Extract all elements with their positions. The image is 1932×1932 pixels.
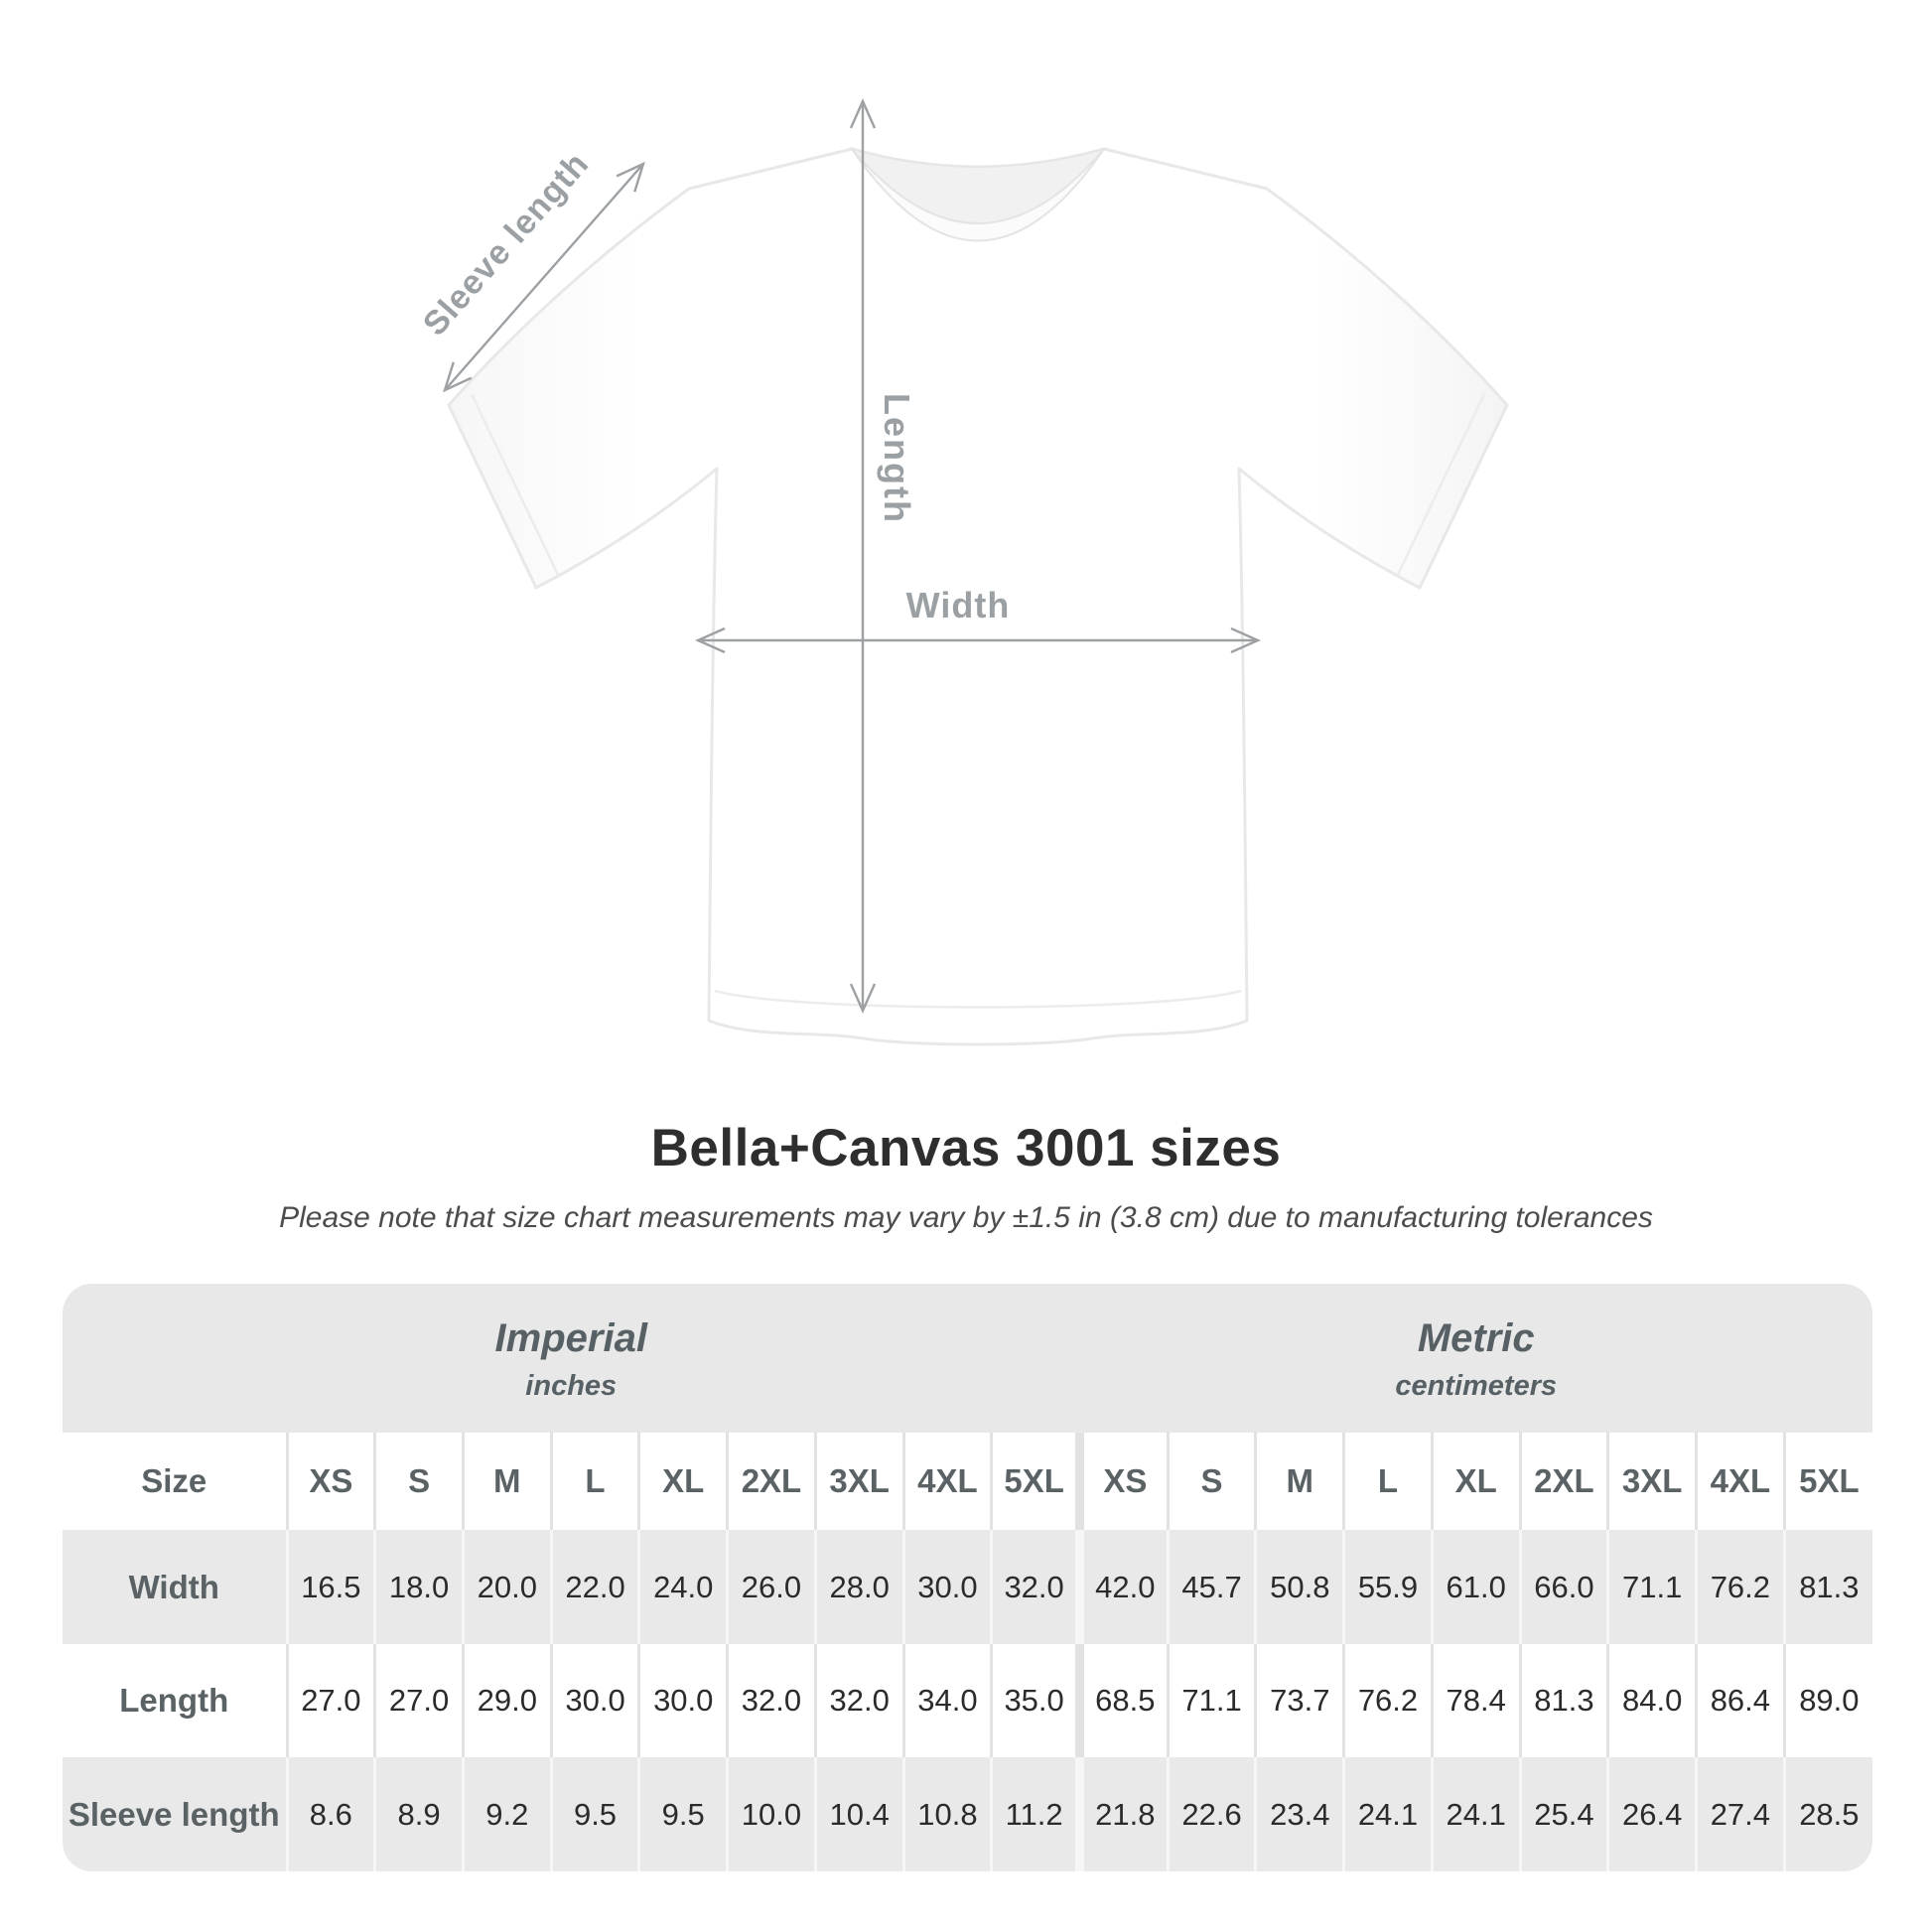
value-cell: 66.0 xyxy=(1520,1530,1608,1644)
value-cell: 29.0 xyxy=(463,1644,551,1757)
group-title-metric: Metric xyxy=(1417,1315,1535,1360)
size-header: 3XL xyxy=(1608,1433,1697,1530)
sleeve-length-label: Sleeve length xyxy=(415,144,597,344)
value-cell: 32.0 xyxy=(728,1644,816,1757)
size-header: S xyxy=(375,1433,464,1530)
value-cell: 16.5 xyxy=(287,1530,375,1644)
value-cell: 61.0 xyxy=(1432,1530,1520,1644)
size-header: M xyxy=(1256,1433,1344,1530)
value-cell: 27.0 xyxy=(287,1644,375,1757)
group-title-imperial: Imperial xyxy=(494,1315,647,1360)
size-header: 5XL xyxy=(992,1433,1080,1530)
value-cell: 21.8 xyxy=(1079,1757,1168,1871)
size-header: 4XL xyxy=(903,1433,992,1530)
value-cell: 68.5 xyxy=(1079,1644,1168,1757)
size-header: XS xyxy=(287,1433,375,1530)
value-cell: 34.0 xyxy=(903,1644,992,1757)
size-header: 2XL xyxy=(728,1433,816,1530)
value-cell: 32.0 xyxy=(815,1644,903,1757)
value-cell: 84.0 xyxy=(1608,1644,1697,1757)
group-header-imperial xyxy=(63,1284,1079,1433)
value-cell: 76.2 xyxy=(1697,1530,1785,1644)
value-cell: 30.0 xyxy=(551,1644,639,1757)
row-label: Length xyxy=(63,1644,287,1757)
table-row-width xyxy=(63,1530,1872,1644)
value-cell: 81.3 xyxy=(1784,1530,1872,1644)
value-cell: 9.2 xyxy=(463,1757,551,1871)
value-cell: 10.0 xyxy=(728,1757,816,1871)
size-header: XL xyxy=(1432,1433,1520,1530)
size-header: XL xyxy=(639,1433,728,1530)
value-cell: 27.4 xyxy=(1697,1757,1785,1871)
size-header: M xyxy=(463,1433,551,1530)
value-cell: 11.2 xyxy=(992,1757,1080,1871)
unit-group-row xyxy=(63,1284,1872,1433)
value-cell: 9.5 xyxy=(551,1757,639,1871)
value-cell: 81.3 xyxy=(1520,1644,1608,1757)
value-cell: 30.0 xyxy=(639,1644,728,1757)
size-header: 4XL xyxy=(1697,1433,1785,1530)
value-cell: 89.0 xyxy=(1784,1644,1872,1757)
value-cell: 24.1 xyxy=(1432,1757,1520,1871)
table-row-sleeve-length xyxy=(63,1757,1872,1871)
group-header-metric xyxy=(1079,1284,1872,1433)
value-cell: 20.0 xyxy=(463,1530,551,1644)
value-cell: 27.0 xyxy=(375,1644,464,1757)
value-cell: 24.1 xyxy=(1344,1757,1433,1871)
value-cell: 78.4 xyxy=(1432,1644,1520,1757)
value-cell: 32.0 xyxy=(992,1530,1080,1644)
value-cell: 50.8 xyxy=(1256,1530,1344,1644)
value-cell: 25.4 xyxy=(1520,1757,1608,1871)
size-header-row xyxy=(63,1433,1872,1530)
row-label: Sleeve length xyxy=(63,1757,287,1871)
value-cell: 26.4 xyxy=(1608,1757,1697,1871)
length-label: Length xyxy=(877,393,917,524)
value-cell: 30.0 xyxy=(903,1530,992,1644)
value-cell: 8.6 xyxy=(287,1757,375,1871)
size-chart xyxy=(63,1284,1872,1871)
size-header: XS xyxy=(1079,1433,1168,1530)
size-corner-header: Size xyxy=(63,1433,287,1530)
size-header: 2XL xyxy=(1520,1433,1608,1530)
value-cell: 42.0 xyxy=(1079,1530,1168,1644)
value-cell: 8.9 xyxy=(375,1757,464,1871)
group-subtitle-metric: centimeters xyxy=(1395,1369,1558,1402)
value-cell: 28.5 xyxy=(1784,1757,1872,1871)
group-subtitle-imperial: inches xyxy=(525,1369,618,1402)
value-cell: 9.5 xyxy=(639,1757,728,1871)
table-row-length xyxy=(63,1644,1872,1757)
value-cell: 86.4 xyxy=(1697,1644,1785,1757)
value-cell: 10.8 xyxy=(903,1757,992,1871)
size-header: L xyxy=(1344,1433,1433,1530)
value-cell: 73.7 xyxy=(1256,1644,1344,1757)
value-cell: 22.0 xyxy=(551,1530,639,1644)
value-cell: 24.0 xyxy=(639,1530,728,1644)
value-cell: 55.9 xyxy=(1344,1530,1433,1644)
value-cell: 18.0 xyxy=(375,1530,464,1644)
value-cell: 71.1 xyxy=(1608,1530,1697,1644)
width-label: Width xyxy=(905,585,1011,625)
size-header: S xyxy=(1168,1433,1256,1530)
value-cell: 28.0 xyxy=(815,1530,903,1644)
value-cell: 71.1 xyxy=(1168,1644,1256,1757)
page-subtitle: Please note that size chart measurements may vary by ±1.5 in (3.8 cm) due to manufacturing tolerances xyxy=(279,1201,1653,1234)
value-cell: 35.0 xyxy=(992,1644,1080,1757)
size-table xyxy=(63,1284,1872,1871)
value-cell: 45.7 xyxy=(1168,1530,1256,1644)
value-cell: 10.4 xyxy=(815,1757,903,1871)
page-title: Bella+Canvas 3001 sizes xyxy=(650,1119,1282,1177)
value-cell: 76.2 xyxy=(1344,1644,1433,1757)
row-label: Width xyxy=(63,1530,287,1644)
size-header: 3XL xyxy=(815,1433,903,1530)
size-header: 5XL xyxy=(1784,1433,1872,1530)
size-header: L xyxy=(551,1433,639,1530)
value-cell: 22.6 xyxy=(1168,1757,1256,1871)
value-cell: 23.4 xyxy=(1256,1757,1344,1871)
value-cell: 26.0 xyxy=(728,1530,816,1644)
